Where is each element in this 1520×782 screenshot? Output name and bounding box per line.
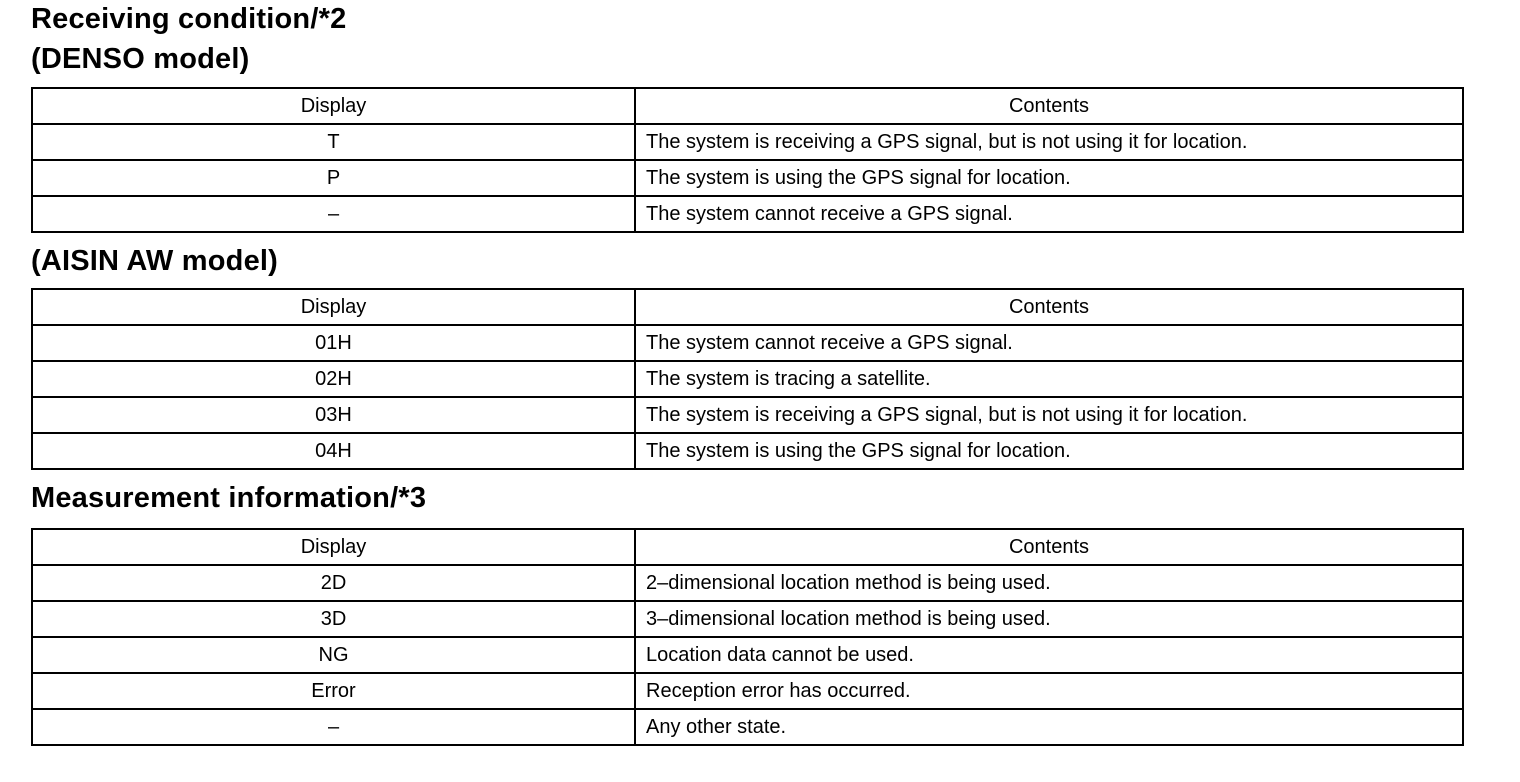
table-row [32, 160, 1463, 196]
denso-table [31, 87, 1464, 233]
table-row [32, 565, 1463, 601]
receiving-condition-heading: Receiving condition/*2 [31, 3, 347, 35]
contents-cell: The system is tracing a satellite. [635, 361, 1463, 397]
display-cell: T [32, 124, 635, 160]
display-column-header: Display [32, 529, 635, 565]
table-row [32, 361, 1463, 397]
table-header-row [32, 88, 1463, 124]
table-row [32, 637, 1463, 673]
display-cell: 02H [32, 361, 635, 397]
contents-cell: The system is using the GPS signal for location. [635, 433, 1463, 469]
measurement-information-heading: Measurement information/*3 [31, 482, 427, 514]
denso-model-heading: (DENSO model) [31, 43, 250, 75]
table-row [32, 673, 1463, 709]
table-row [32, 397, 1463, 433]
contents-cell: 2–dimensional location method is being used. [635, 565, 1463, 601]
display-cell: 04H [32, 433, 635, 469]
contents-cell: The system is receiving a GPS signal, but is not using it for location. [635, 397, 1463, 433]
display-cell: 03H [32, 397, 635, 433]
contents-cell: The system is receiving a GPS signal, but is not using it for location. [635, 124, 1463, 160]
display-cell: – [32, 709, 635, 745]
table-header-row [32, 529, 1463, 565]
display-cell: Error [32, 673, 635, 709]
contents-cell: The system cannot receive a GPS signal. [635, 196, 1463, 232]
contents-column-header: Contents [635, 529, 1463, 565]
table-row [32, 124, 1463, 160]
contents-cell: The system is using the GPS signal for location. [635, 160, 1463, 196]
display-column-header: Display [32, 88, 635, 124]
contents-column-header: Contents [635, 289, 1463, 325]
table-header-row [32, 289, 1463, 325]
contents-cell: Any other state. [635, 709, 1463, 745]
table-row [32, 325, 1463, 361]
contents-cell: 3–dimensional location method is being used. [635, 601, 1463, 637]
display-column-header: Display [32, 289, 635, 325]
contents-column-header: Contents [635, 88, 1463, 124]
aisin-table [31, 288, 1464, 470]
display-cell: P [32, 160, 635, 196]
table-row [32, 709, 1463, 745]
display-cell: 01H [32, 325, 635, 361]
display-cell: 2D [32, 565, 635, 601]
measurement-table [31, 528, 1464, 746]
aisin-aw-model-heading: (AISIN AW model) [31, 245, 279, 277]
contents-cell: Reception error has occurred. [635, 673, 1463, 709]
contents-cell: The system cannot receive a GPS signal. [635, 325, 1463, 361]
display-cell: 3D [32, 601, 635, 637]
display-cell: – [32, 196, 635, 232]
display-cell: NG [32, 637, 635, 673]
table-row [32, 601, 1463, 637]
contents-cell: Location data cannot be used. [635, 637, 1463, 673]
table-row [32, 433, 1463, 469]
table-row [32, 196, 1463, 232]
